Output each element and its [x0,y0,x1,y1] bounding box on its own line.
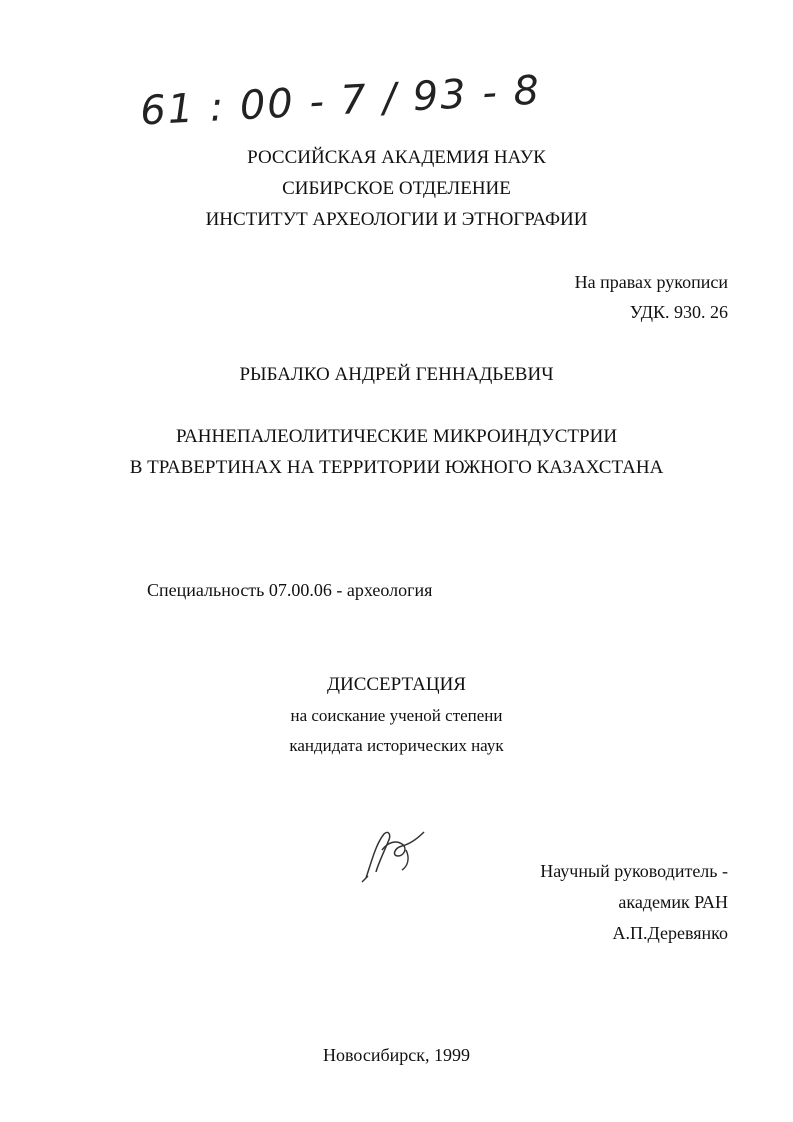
handwritten-archive-code: 61 : 00 - 7 / 93 - 8 [139,67,543,135]
dissertation-heading: ДИССЕРТАЦИЯ [327,674,466,695]
author-name: РЫБАЛКО АНДРЕЙ ГЕННАДЬЕВИЧ [239,364,554,385]
dissertation-degree: на соискание ученой степени [290,706,503,725]
supervisor-title: академик РАН [618,892,728,912]
manuscript-rights: На правах рукописи [574,272,728,292]
header-institute: ИНСТИТУТ АРХЕОЛОГИИ И ЭТНОГРАФИИ [205,209,588,230]
udk-code: УДК. 930. 26 [629,302,728,322]
supervisor-label: Научный руководитель - [540,861,728,881]
specialty: Специальность 07.00.06 - археология [147,580,433,600]
supervisor-name: А.П.Деревянко [612,923,728,943]
title-line-1: РАННЕПАЛЕОЛИТИЧЕСКИЕ МИКРОИНДУСТРИИ [175,426,618,447]
place-year: Новосибирск, 1999 [323,1045,470,1065]
signature-icon [358,820,438,890]
header-division: СИБИРСКОЕ ОТДЕЛЕНИЕ [282,178,511,199]
title-line-2: В ТРАВЕРТИНАХ НА ТЕРРИТОРИИ ЮЖНОГО КАЗАХСТАНА [129,457,664,478]
dissertation-field: кандидата исторических наук [289,736,504,755]
header-academy: РОССИЙСКАЯ АКАДЕМИЯ НАУК [247,147,546,168]
